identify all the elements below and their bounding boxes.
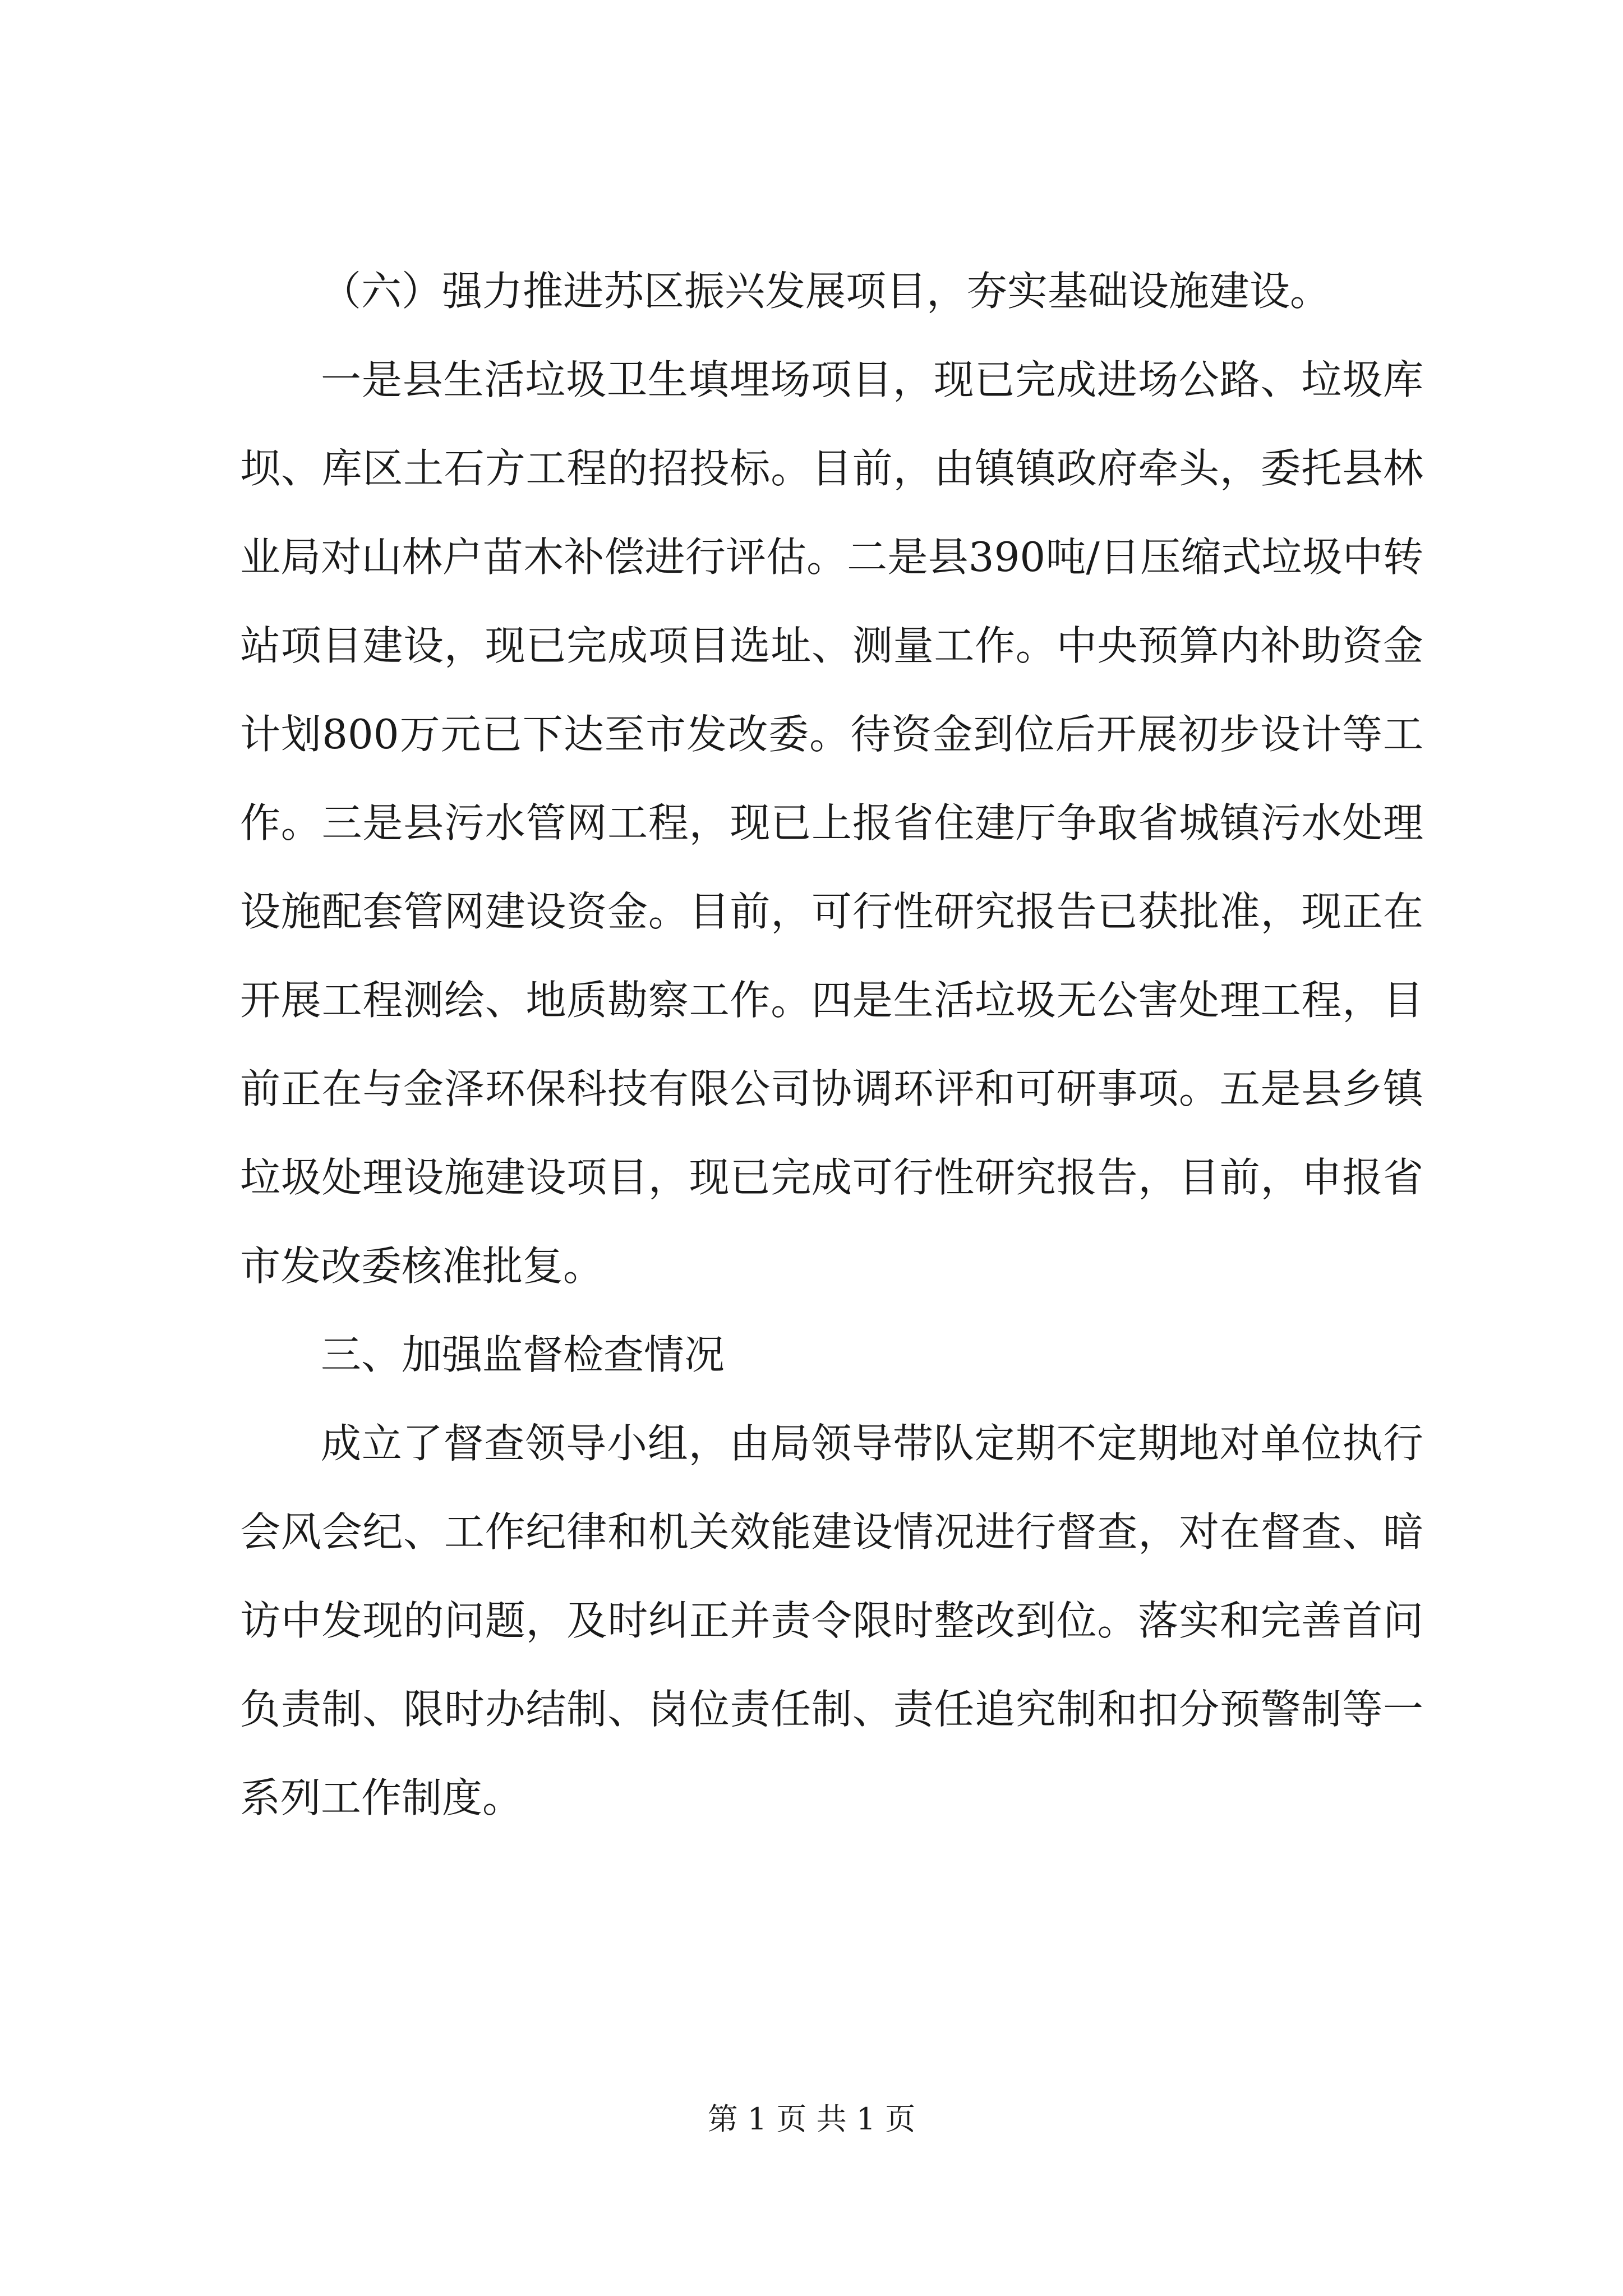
body-paragraph-supervision: 成立了督查领导小组，由局领导带队定期不定期地对单位执行会风会纪、工作纪律和机关效能建设情况进行督查，对在督查、暗访中发现的问题，及时纠正并责令限时整改到位。落实和完善首问负责制、限时办结制、岗位责任制、责任追究制和扣分预警制等一系列工作制度。 [240,1420,1423,1821]
body-paragraph-projects: 一是县生活垃圾卫生填埋场项目，现已完成进场公路、垃圾库坝、库区土石方工程的招投标。目前，由镇镇政府牵头，委托县林业局对山林户苗木补偿进行评估。二是县390吨/日压缩式垃圾中转站项目建设，现已完成项目选址、测量工作。中央预算内补助资金计划800万元已下达至市发改委。待资金到位后开展初步设计等工作。三是县污水管网工程，现已上报省住建厅争取省城镇污水处理设施配套管网建设资金。目前，可行性研究报告已获批准，现正在开展工程测绘、地质勘察工作。四是生活垃圾无公害处理工程，目前正在与金泽环保科技有限公司协调环评和可研事项。五是县乡镇垃圾处理设施建设项目，现已完成可行性研究报告，目前，申报省市发改委核准批复。 [240,356,1423,1290]
section-heading-six: （六）强力推进苏区振兴发展项目，夯实基础设施建设。 [321,268,1331,315]
page-footer: 第 1 页 共 1 页 [707,2101,916,2137]
section-heading-supervision: 三、加强监督检查情况 [321,1331,725,1378]
document-body [240,247,1423,1842]
